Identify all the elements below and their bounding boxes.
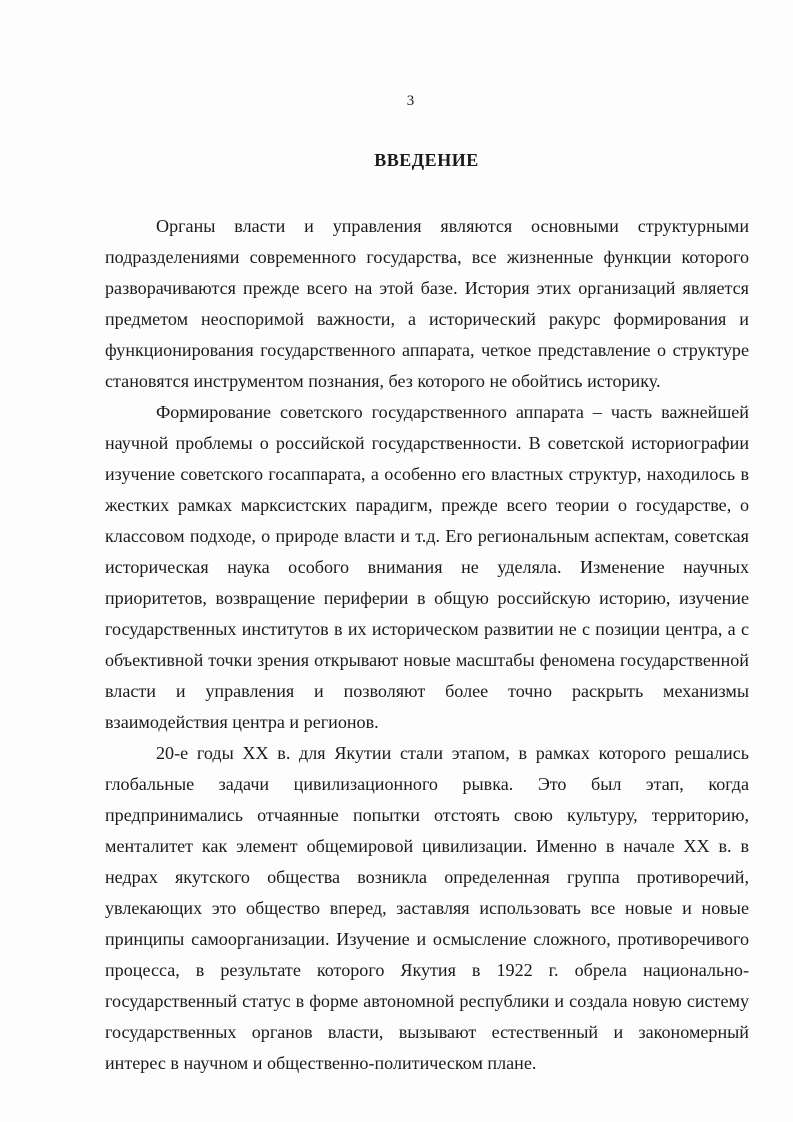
- paragraph-2: Формирование советского государственного аппарата – часть важнейшей научной проблемы о российской государственности. В советской историографии изучение советского госаппарата, а особенно его властных структур, находилось в жестких рамках марксистских парадигм, прежде всего теории о государстве, о классовом подходе, о природе власти и т.д. Его региональным аспектам, советская историческая наука особого внимания не уделяла. Изменение научных приоритетов, возвращение периферии в общую российскую историю, изучение государственных институтов в их историческом развитии не с позиции центра, а с объективной точки зрения открывают новые масштабы феномена государственной власти и управления и позволяют более точно раскрыть механизмы взаимодействия центра и регионов.: [105, 402, 749, 732]
- paragraph-3: 20-е годы XX в. для Якутии стали этапом, в рамках которого решались глобальные задачи цивилизационного рывка. Это был этап, когда предпринимались отчаянные попытки отстоять свою культуру, территорию, менталитет как элемент общемировой цивилизации. Именно в начале XX в. в недрах якутского общества возникла определенная группа противоречий, увлекающих это общество вперед, заставляя использовать все новые и новые принципы самоорганизации. Изучение и осмысление сложного, противоречивого процесса, в результате которого Якутия в 1922 г. обрела национально-государственный статус в форме автономной республики и создала новую систему государственных органов власти, вызывают естественный и закономерный интерес в научном и общественно-политическом плане.: [105, 743, 749, 1073]
- paragraph-1: Органы власти и управления являются основными структурными подразделениями современного государства, все жизненные функции которого разворачиваются прежде всего на этой базе. История этих организаций является предметом неоспоримой важности, а исторический ракурс формирования и функционирования государственного аппарата, четкое представление о структуре становятся инструментом познания, без которого не обойтись историку.: [105, 216, 749, 391]
- section-heading: ВВЕДЕНИЕ: [374, 150, 479, 170]
- page-number: 3: [406, 93, 415, 109]
- body-text: [105, 211, 749, 1079]
